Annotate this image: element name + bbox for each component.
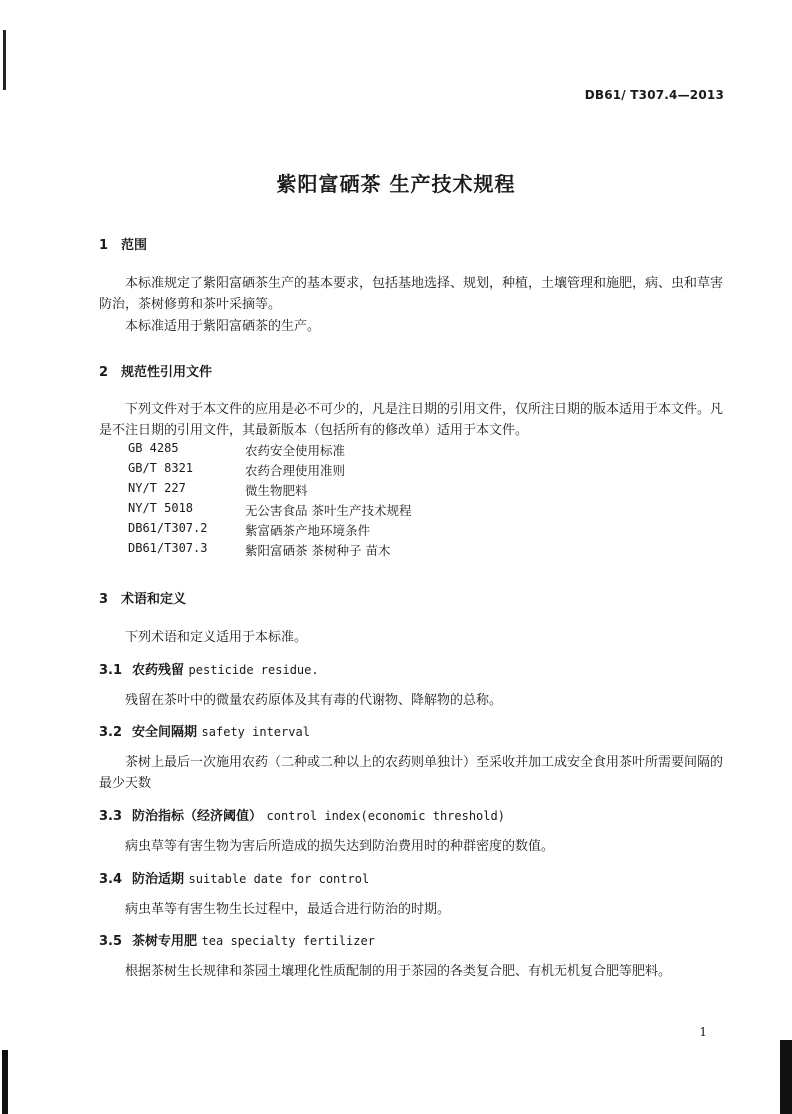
section-number: 1: [99, 238, 109, 253]
term-number: 3.4: [99, 872, 123, 887]
document-code: DB61/ T307.4—2013: [584, 88, 724, 102]
term-definition: 茶树上最后一次施用农药（二种或二种以上的农药则单独计）至采收并加工成安全食用茶叶所需要间隔的最少天数: [99, 755, 724, 791]
scan-mark: [3, 30, 6, 90]
term-number: 3.1: [99, 663, 123, 678]
scan-edge-right: [780, 1040, 792, 1114]
term-definition: 病虫革等有害生物生长过程中，最适合进行防治的时期。: [125, 902, 451, 917]
list-item: [128, 501, 411, 521]
reference-list: [128, 441, 411, 561]
term-en: control index(economic threshold): [266, 809, 505, 823]
ref-code: GB/T 8321: [128, 461, 194, 475]
term-heading: [99, 930, 375, 949]
term-heading: [99, 805, 505, 824]
section-title: 规范性引用文件: [121, 365, 213, 380]
term-cn: 防治适期: [132, 872, 185, 887]
page-number: 1: [699, 1025, 707, 1039]
term-cn: 茶树专用肥: [132, 934, 198, 949]
ref-name: 农药安全使用标准: [245, 443, 346, 458]
list-item: [128, 441, 411, 461]
ref-name: 微生物肥料: [245, 483, 308, 498]
scan-mark: [2, 1050, 8, 1114]
term-cn: 农药残留: [132, 663, 185, 678]
ref-code: GB 4285: [128, 441, 179, 455]
ref-name: 紫阳富硒茶 茶树种子 苗木: [245, 543, 391, 558]
ref-code: NY/T 227: [128, 481, 186, 495]
term-cn: 防治指标（经济阈值）: [132, 809, 263, 824]
paragraph: 下列文件对于本文件的应用是必不可少的，凡是注日期的引用文件，仅所注日期的版本适用于本文件。凡是不注日期的引用文件，其最新版本（包括所有的修改单）适用于本文件。: [99, 402, 724, 438]
list-item: [128, 541, 411, 561]
term-definition: 残留在茶叶中的微量农药原体及其有毒的代谢物、降解物的总称。: [125, 693, 503, 708]
ref-name: 农药合理使用准则: [245, 463, 346, 478]
page-title: 紫阳富硒茶 生产技术规程: [276, 172, 516, 196]
ref-name: 无公害食品 茶叶生产技术规程: [245, 503, 412, 518]
ref-name: 紫富硒茶产地环境条件: [245, 523, 371, 538]
list-item: [128, 481, 411, 501]
section-number: 3: [99, 592, 109, 607]
section-heading-2: [99, 361, 212, 380]
term-cn: 安全间隔期: [132, 725, 198, 740]
term-definition: 根据茶树生长规律和茶园土壤理化性质配制的用于茶园的各类复合肥、有机无机复合肥等肥料。: [125, 964, 672, 979]
term-heading: [99, 721, 310, 740]
list-item: [128, 461, 411, 481]
paragraph: 下列术语和定义适用于本标准。: [125, 630, 308, 645]
paragraph: 本标准规定了紫阳富硒茶生产的基本要求，包括基地选择、规划，种植，土壤管理和施肥，病、虫和草害防治，茶树修剪和茶叶采摘等。: [99, 276, 724, 312]
term-number: 3.2: [99, 725, 123, 740]
ref-code: NY/T 5018: [128, 501, 194, 515]
term-number: 3.3: [99, 809, 123, 824]
section-title: 范围: [121, 238, 148, 253]
term-en: suitable date for control: [188, 872, 370, 886]
list-item: [128, 521, 411, 541]
section-heading-3: [99, 588, 186, 607]
term-definition: 病虫草等有害生物为害后所造成的损失达到防治费用时的种群密度的数值。: [125, 839, 555, 854]
term-heading: [99, 659, 319, 678]
term-en: pesticide residue.: [188, 663, 319, 677]
paragraph: 本标准适用于紫阳富硒茶的生产。: [125, 319, 321, 334]
term-en: tea specialty fertilizer: [201, 934, 375, 948]
section-number: 2: [99, 365, 109, 380]
ref-code: DB61/T307.2: [128, 521, 208, 535]
ref-code: DB61/T307.3: [128, 541, 208, 555]
term-heading: [99, 868, 369, 887]
term-number: 3.5: [99, 934, 123, 949]
section-heading-1: [99, 234, 147, 253]
section-title: 术语和定义: [121, 592, 187, 607]
term-en: safety interval: [201, 725, 310, 739]
